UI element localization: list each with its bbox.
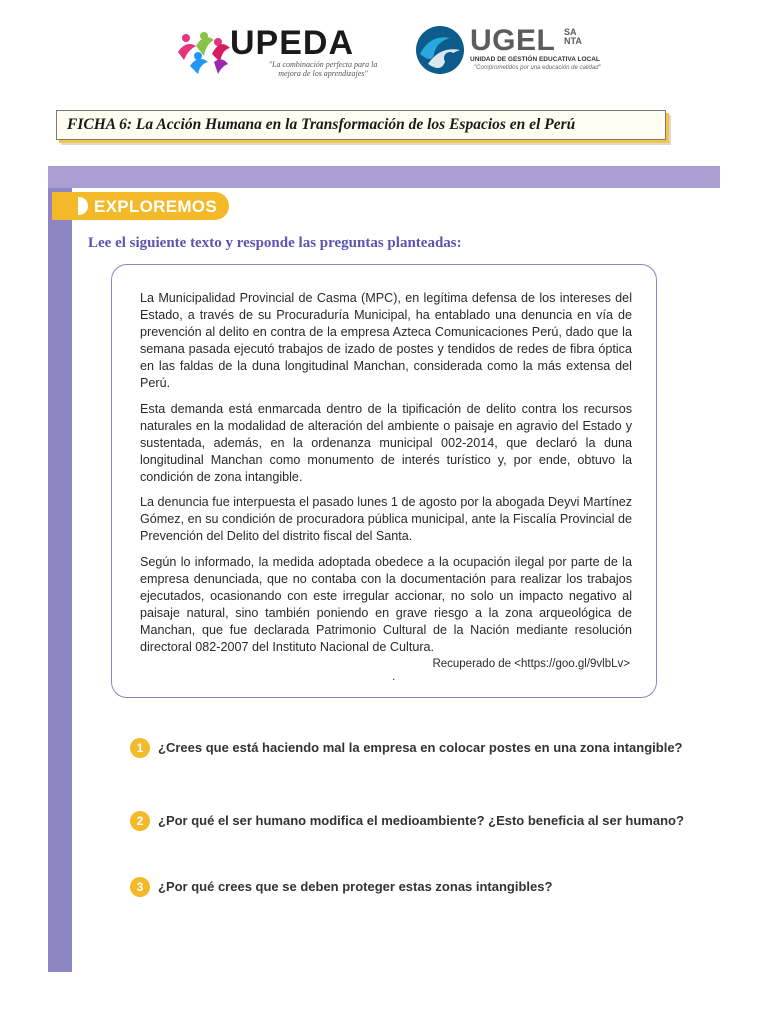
upeda-wordmark: UPEDA	[230, 24, 355, 62]
question-number-badge: 3	[130, 877, 150, 897]
ugel-tagline: "Comprometidos por una educación de calidad"	[474, 65, 601, 71]
ugel-wordmark: UGEL	[470, 24, 556, 57]
question-text: ¿Por qué crees que se deben proteger estas zonas intangibles?	[158, 879, 553, 894]
ugel-subtitle: UNIDAD DE GESTIÓN EDUCATIVA LOCAL	[470, 56, 600, 63]
question-text: ¿Por qué el ser humano modifica el medioambiente? ¿Esto beneficia al ser humano?	[158, 813, 684, 828]
wave-swirl-icon	[414, 24, 466, 76]
reading-box	[111, 264, 657, 698]
ugel-logo	[414, 22, 604, 82]
header-logos	[170, 20, 600, 84]
reading-paragraph: Según lo informado, la medida adoptada obedece a la ocupación ilegal por parte de la empresa denunciada, que no contaba con la documentación para realizar los trabajos ejecutados, ocasionando con este irregular accionar, no solo un impacto negativo al paisaje natural, sino también poniendo en grave riesgo a la zona arqueológica de Manchan, que fue declarada Patrimonio Cultural de la Nación mediante resolución directoral 082-2007 del Instituto Nacional de Cultura.	[140, 555, 632, 654]
ficha-title	[67, 116, 575, 134]
question-number-badge: 2	[130, 811, 150, 831]
ficha-title-text: : La Acción Humana en la Transformación de los Espacios en el Perú	[126, 116, 576, 133]
reading-paragraph: Esta demanda está enmarcada dentro de la tipificación de delito contra los recursos naturales en la modalidad de alteración del ambiente o paisaje en agravio del Estado y sustentada, además, en la ordenanza municipal 002-2014, que declaró la duna longitudinal Manchan como monumento de interés turístico y, por ende, obtuvo la condición de zona intangible.	[140, 402, 632, 484]
explore-tab	[52, 192, 229, 220]
reading-paragraph: La Municipalidad Provincial de Casma (MPC), en legítima defensa de los intereses del Estado, a través de su Procuraduría Municipal, ha entablado una denuncia en vía de prevención al delito en contra de la empresa Azteca Comunicaciones Perú, dado que la semana pasada ejecutó trabajos de izado de postes y tendidos de redes de fibra óptica en las faldas de la duna longitudinal Manchan, considerada como la más extensa del Perú.	[140, 291, 632, 390]
question-item	[130, 738, 690, 760]
upeda-tagline: "La combinación perfecta para la mejora de los aprendizajes"	[268, 60, 378, 78]
purple-top-band	[48, 166, 720, 188]
question-item	[130, 877, 690, 899]
ficha-title-box	[56, 110, 666, 140]
instruction-text: Lee el siguiente texto y responde las preguntas planteadas:	[88, 235, 462, 251]
ficha-label: FICHA 6	[67, 116, 127, 133]
people-figures-icon	[174, 26, 234, 76]
reading-paragraph: La denuncia fue interpuesta el pasado lunes 1 de agosto por la abogada Deyvi Martínez Gómez, en su condición de procuradora pública municipal, ante la Fiscalía Provincial de Prevención del Delito del distrito fiscal del Santa.	[140, 495, 632, 543]
question-number-badge: 1	[130, 738, 150, 758]
explore-label: EXPLOREMOS	[94, 197, 217, 216]
question-text: ¿Crees que está haciendo mal la empresa en colocar postes en una zona intangible?	[158, 740, 683, 755]
question-item	[130, 811, 690, 833]
stray-dot: .	[392, 669, 396, 683]
upeda-logo	[170, 20, 390, 84]
half-circle-icon	[78, 197, 88, 215]
source-citation: Recuperado de <https://goo.gl/9vlbLv>	[432, 658, 630, 670]
purple-left-band	[48, 188, 72, 972]
ugel-side-label: SA NTA	[564, 27, 582, 46]
